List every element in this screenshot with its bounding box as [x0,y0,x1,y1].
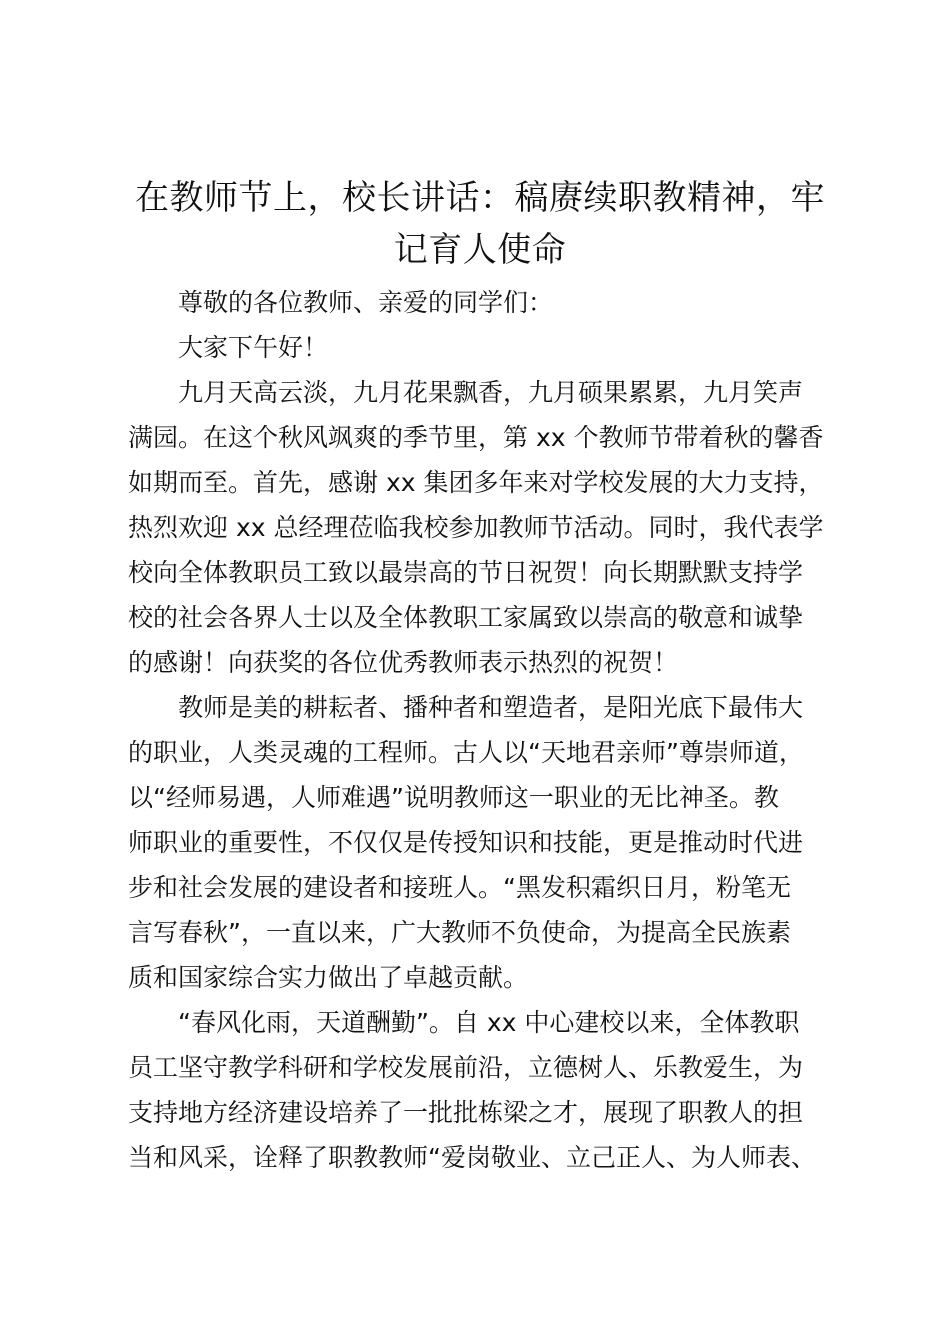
text-line: 的职业，人类灵魂的工程师。古人以“天地君亲师”尊崇师道， [128,738,804,767]
title-line-1: 在教师节上，校长讲话：稿赓续职教精神，牢 [135,178,825,218]
text-line: 步和社会发展的建设者和接班人。“黑发积霜织日月，粉笔无 [128,873,791,902]
text-line: 如期而至。首先，感谢 xx 集团多年来对学校发展的大力支持， [128,468,824,497]
text-line: 校向全体教职员工致以最崇高的节日祝贺！向长期默默支持学 [128,558,804,587]
text-line: 满园。在这个秋风飒爽的季节里，第 xx 个教师节带着秋的馨香 [128,423,824,452]
text-line: 言写春秋”，一直以来，广大教师不负使命，为提高全民族素 [128,918,791,947]
text-line: 九月天高云淡，九月花果飘香，九月硕果累累，九月笑声 [178,378,804,407]
body-paragraph-3 [128,1000,848,1180]
document-title [120,172,840,276]
text-line: 大家下午好！ [178,333,329,362]
title-line-2: 记育人使命 [393,230,567,270]
salutation-paragraph [128,280,848,325]
text-line: 以“经师易遇，人师难遇”说明教师这一职业的无比神圣。教 [128,783,779,812]
greeting-paragraph [128,325,848,370]
text-line: 尊敬的各位教师、亲爱的同学们： [178,288,554,317]
text-line: 质和国家综合实力做出了卓越贡献。 [128,963,529,992]
body-paragraph-1 [128,370,848,685]
text-line: “春风化雨，天道酬勤”。自 xx 中心建校以来，全体教职 [178,1008,800,1037]
text-line: 支持地方经济建设培养了一批批栋梁之才，展现了职教人的担 [128,1098,804,1127]
text-line: 师职业的重要性，不仅仅是传授知识和技能，更是推动时代进 [128,828,804,857]
text-line: 当和风采，诠释了职教教师“爱岗敬业、立己正人、为人师表、 [128,1143,816,1172]
body-paragraph-2 [128,685,848,1000]
text-line: 热烈欢迎 xx 总经理莅临我校参加教师节活动。同时，我代表学 [128,513,824,542]
text-line: 员工坚守教学科研和学校发展前沿，立德树人、乐教爱生，为 [128,1053,804,1082]
text-line: 教师是美的耕耘者、播种者和塑造者，是阳光底下最伟大 [178,693,804,722]
text-line: 校的社会各界人士以及全体教职工家属致以崇高的敬意和诚挚 [128,603,804,632]
text-line: 的感谢！向获奖的各位优秀教师表示热烈的祝贺！ [128,648,679,677]
document-body [128,280,848,1180]
